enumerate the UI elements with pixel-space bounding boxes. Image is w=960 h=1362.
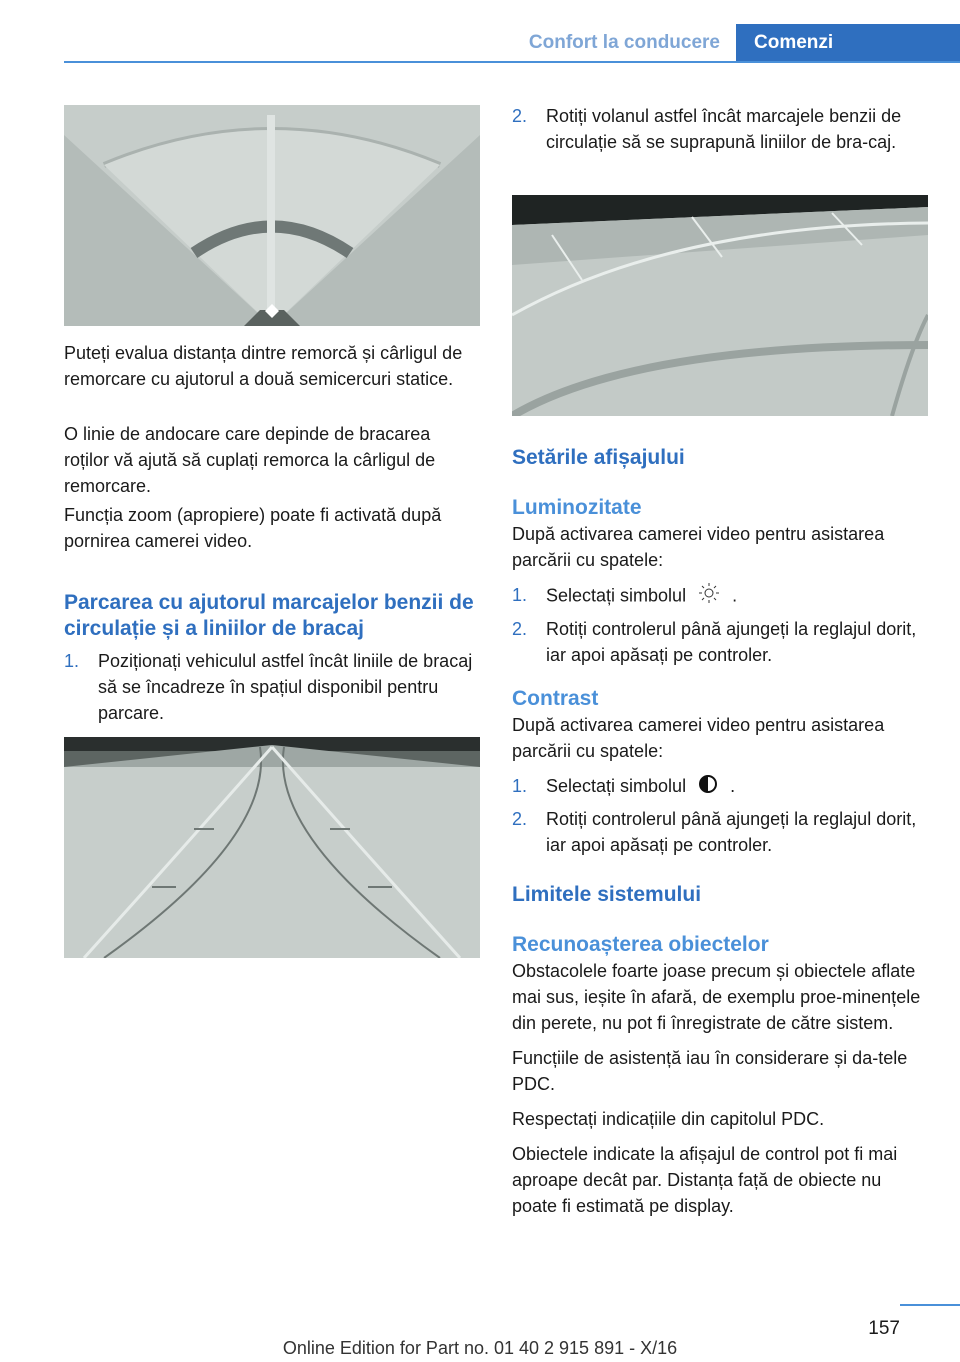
contrast-step-2 <box>512 806 928 858</box>
step-text: Rotiți controlerul până ajungeți la reglajul dorit, iar apoi apăsați pe controler. <box>546 619 917 665</box>
paragraph-semicircles: Puteți evalua distanța dintre remorcă și cârligul de remorcare cu ajutorul a două semicercuri statice. <box>64 343 463 389</box>
header-tab: Comenzi <box>736 24 960 61</box>
step-text: Selectați simbolul <box>546 776 687 796</box>
contrast-step-1 <box>512 773 928 801</box>
step-number: 1. <box>512 776 528 796</box>
header-rule <box>64 61 960 63</box>
brightness-step-2 <box>512 616 928 668</box>
contrast-icon <box>698 774 718 801</box>
recognition-p4: Obiectele indicate la afișajul de control pot fi mai aproape decât par. Distanța față de obiecte nu poate fi estimată pe display. <box>512 1143 898 1216</box>
step-number: 2. <box>512 106 528 126</box>
heading-brightness: Luminozitate <box>512 496 642 519</box>
paragraph-zoom: Funcția zoom (apropiere) poate fi activată după pornirea camerei video. <box>64 505 442 551</box>
step-number: 2. <box>512 808 528 829</box>
footer-rule <box>900 1304 960 1306</box>
heading-lane-markings: Parcarea cu ajutorul marcajelor benzii de circulație și a liniilor de bracaj <box>64 591 474 640</box>
step-text: Rotiți controlerul până ajungeți la reglajul dorit, iar apoi apăsați pe controler. <box>546 808 917 855</box>
right-column-text <box>512 445 928 1228</box>
brightness-intro: După activarea camerei video pentru asistarea parcării cu spatele: <box>512 524 885 570</box>
step-end: . <box>730 776 736 796</box>
brightness-step-1 <box>512 582 928 611</box>
hitch-view-image <box>64 105 480 326</box>
heading-object-recognition: Recunoașterea obiectelor <box>512 932 769 956</box>
recognition-p1: Obstacolele foarte joase precum și obiectele aflate mai sus, ieșite în afară, de exemplu proe-minențele din perete, nu pot fi înregistrate de către sistem. <box>512 960 921 1033</box>
step-number: 1. <box>512 585 528 605</box>
step-number: 1. <box>64 651 80 671</box>
heading-display-settings: Setările afișajului <box>512 446 685 469</box>
step-text: Rotiți volanul astfel încât marcajele benzii de circulație să se suprapună liniilor de bra-caj. <box>546 106 902 152</box>
contrast-intro: După activarea camerei video pentru asistarea parcării cu spatele: <box>512 715 885 761</box>
sun-icon <box>698 582 720 611</box>
recognition-p2: Funcțiile de asistență iau în considerare și da-tele PDC. <box>512 1047 908 1094</box>
overlay-lines-image <box>512 195 928 416</box>
paragraph-docking-line: O linie de andocare care depinde de bracarea roților vă ajută să cuplați remorca la cârligul de remorcare. <box>64 424 436 496</box>
list-step-1 <box>64 648 480 731</box>
heading-system-limits: Limitele sistemului <box>512 882 702 906</box>
step-end: . <box>732 585 738 606</box>
step-number: 2. <box>512 619 528 639</box>
recognition-p3: Respectați indicațiile din capitolul PDC. <box>512 1108 825 1129</box>
heading-contrast: Contrast <box>512 687 599 710</box>
right-column-top <box>512 103 928 160</box>
online-edition-note: Online Edition for Part no. 01 40 2 915 891 - X/16 <box>282 1338 678 1358</box>
step-text: Poziționați vehiculul astfel încât liniile de bracaj să se încadreze în spațiul disponibil pentru parcare. <box>98 651 473 723</box>
lane-markings-image <box>64 737 480 958</box>
step-text: Selectați simbolul <box>546 585 687 606</box>
page-number: 157 <box>868 1318 900 1339</box>
header-section-title: Confort la conducere <box>528 31 720 53</box>
